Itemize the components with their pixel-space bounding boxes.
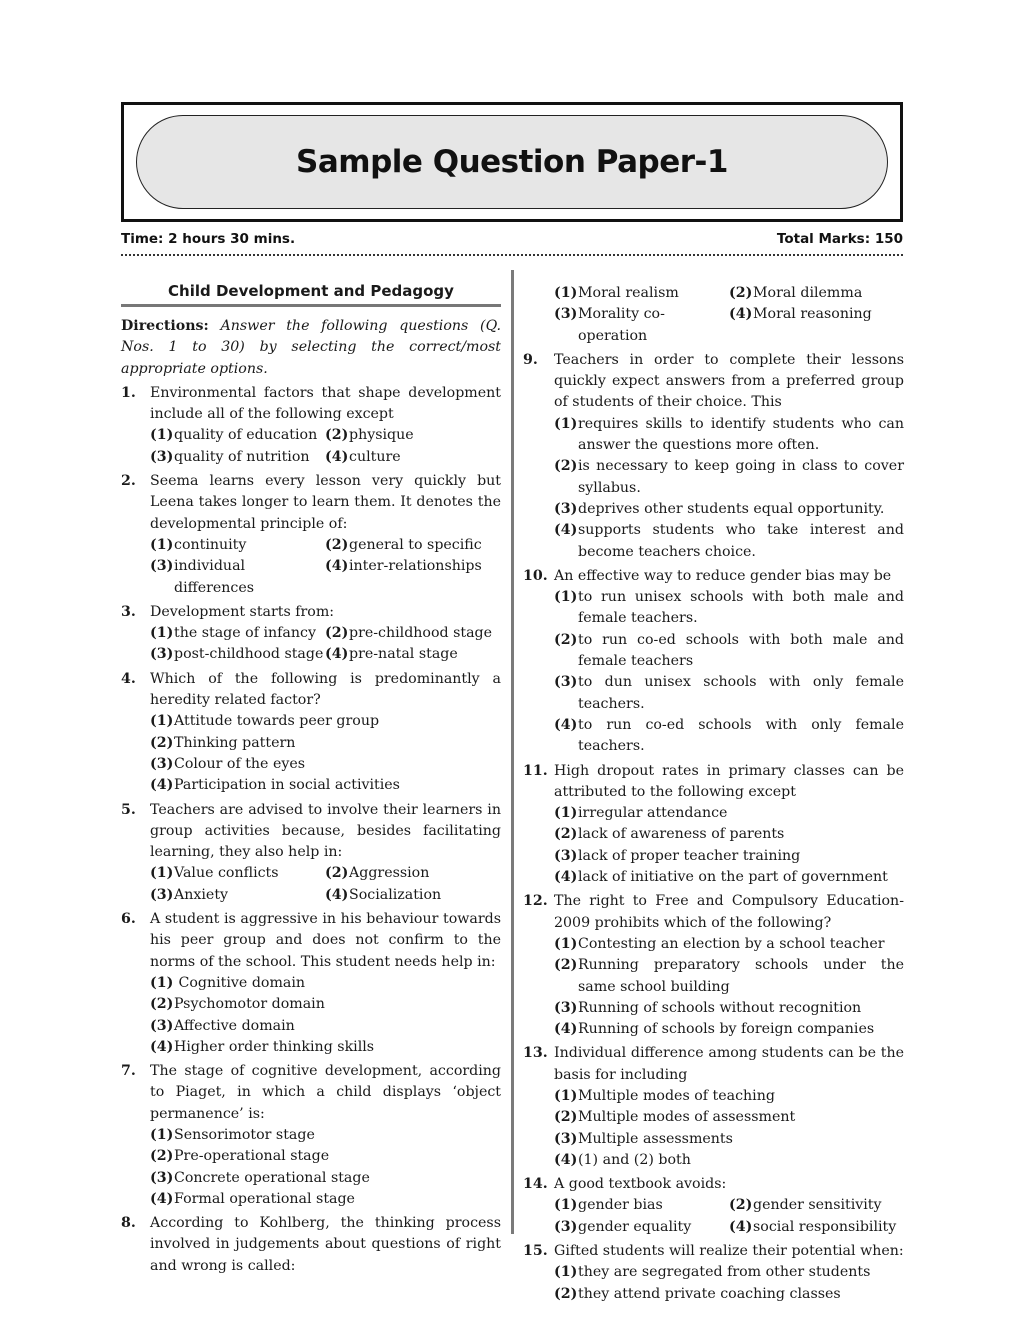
option-text: the stage of infancy (174, 625, 316, 642)
option-number: (2) (554, 1285, 578, 1302)
options (554, 934, 904, 1040)
option (150, 973, 501, 994)
option-text: gender equality (578, 1218, 692, 1235)
question (121, 471, 501, 599)
option (554, 1086, 904, 1107)
page-title: Sample Question Paper-1 (296, 144, 728, 180)
option-number: (2) (554, 631, 578, 648)
option-number: (1) (554, 1197, 578, 1214)
option-number: (2) (150, 734, 174, 751)
options (150, 1125, 501, 1210)
question-text: Teachers are advised to involve their learners in group activities because, besides facilitating learning, they also help in: (150, 801, 501, 861)
question-text: Which of the following is predominantly a heredity related factor? (150, 670, 501, 709)
question-number: 5. (121, 801, 136, 818)
option-text: culture (349, 448, 401, 465)
option-text: they are segregated from other students (578, 1264, 871, 1281)
option-text: to dun unisex schools with only female teachers. (578, 674, 904, 712)
option-number: (3) (150, 448, 174, 465)
directions-text: Answer the following questions (Q. Nos. 1 to 30) by selecting the correct/most appropriate options. (121, 318, 501, 377)
options (150, 623, 501, 666)
option-number: (4) (325, 886, 349, 903)
option-number: (3) (554, 674, 578, 691)
question-text: Development starts from: (150, 603, 335, 620)
option-text: continuity (174, 536, 247, 553)
time-allowed: Time: 2 hours 30 mins. (121, 231, 296, 247)
option (554, 520, 904, 563)
option (554, 587, 904, 630)
question-text: Gifted students will realize their potential when: (554, 1243, 904, 1260)
options (150, 425, 501, 468)
question-text: Individual difference among students can be the basis for including (554, 1045, 904, 1083)
option-number: (1) (554, 935, 578, 952)
option-number: (1) (554, 285, 578, 301)
option (554, 630, 904, 673)
option-number: (2) (554, 458, 578, 475)
option-number: (3) (150, 646, 174, 663)
option-number: (1) (554, 1087, 578, 1104)
option (554, 824, 904, 845)
question (121, 800, 501, 906)
question-text: Environmental factors that shape development include all of the following except (150, 384, 501, 423)
option (554, 803, 904, 824)
option-text: supports students who take interest and become teachers choice. (578, 522, 904, 560)
options (554, 803, 904, 888)
option (554, 1262, 904, 1283)
option-number: (2) (554, 957, 578, 974)
option-text: general to specific (349, 536, 482, 553)
option-number: (4) (150, 1038, 174, 1055)
directions-label: Directions: (121, 318, 209, 334)
question-number: 2. (121, 473, 136, 490)
option-text: lack of initiative on the part of government (578, 869, 888, 886)
option-text: quality of nutrition (174, 448, 310, 465)
option-text: Moral reasoning (753, 306, 872, 323)
option-text: Pre-operational stage (174, 1148, 330, 1165)
option-number: (2) (729, 1197, 753, 1214)
option (325, 425, 501, 446)
question-text: The right to Free and Compulsory Education-2009 prohibits which of the following? (554, 893, 904, 931)
option-text: Participation in social activities (174, 777, 400, 794)
option-number: (2) (554, 826, 578, 843)
question (121, 1213, 501, 1277)
option (554, 867, 904, 888)
option-text: Contesting an election by a school teacher (578, 935, 885, 952)
question-number: 13. (523, 1045, 548, 1062)
option-text: irregular attendance (578, 805, 728, 822)
option-number: (3) (150, 886, 174, 903)
options (150, 973, 501, 1058)
option (325, 623, 501, 644)
question-text: An effective way to reduce gender bias may be (554, 567, 892, 584)
question (121, 909, 501, 1058)
option-text: Aggression (349, 865, 430, 882)
option-text: Value conflicts (174, 865, 279, 882)
option-number: (4) (554, 716, 578, 733)
directions (121, 316, 501, 380)
option-number: (3) (150, 558, 174, 575)
option-text: post-childhood stage (174, 646, 324, 663)
question-number: 15. (523, 1243, 548, 1260)
option (554, 1107, 904, 1128)
question (523, 566, 904, 758)
question-text: Teachers in order to complete their lessons quickly expect answers from a preferred group of students of their choice. This (554, 351, 904, 411)
option-number: (1) (150, 536, 174, 553)
option (554, 414, 904, 457)
option-number: (1) (150, 1126, 174, 1143)
option-number: (2) (150, 996, 174, 1013)
option-number: (2) (554, 1109, 578, 1126)
option-number: (4) (325, 558, 349, 575)
option (729, 304, 904, 347)
option (554, 283, 729, 304)
option-text: Psychomotor domain (174, 996, 325, 1013)
option-text: Higher order thinking skills (174, 1038, 375, 1055)
option-number: (1) (554, 805, 578, 822)
option (729, 283, 904, 304)
option-number: (1) (150, 974, 174, 991)
option (150, 1016, 501, 1037)
option (325, 556, 501, 599)
option (150, 1037, 501, 1058)
option-text: Formal operational stage (174, 1190, 355, 1207)
option-text: Running of schools without recognition (578, 999, 862, 1016)
question-number: 14. (523, 1176, 548, 1193)
option-text: requires skills to identify students who can answer the questions more often. (578, 415, 904, 454)
option-number: (2) (150, 1148, 174, 1165)
option (554, 1019, 904, 1040)
question-number: 11. (523, 762, 548, 779)
title-frame (121, 102, 903, 222)
option-number: (3) (554, 500, 578, 517)
question-number: 12. (523, 893, 548, 910)
option-text: Cognitive domain (174, 974, 306, 991)
option-text: quality of education (174, 427, 318, 444)
option-text: Affective domain (174, 1017, 295, 1034)
question-continued (523, 283, 904, 347)
option-text: to run co-ed schools with only female teachers. (578, 716, 904, 755)
option-number: (3) (554, 999, 578, 1016)
option-text: Multiple assessments (578, 1130, 733, 1147)
option-number: (3) (554, 306, 578, 323)
options (554, 1262, 904, 1305)
option (150, 623, 325, 644)
dotted-divider (121, 254, 903, 256)
column-divider (511, 270, 514, 1234)
option-text: Moral dilemma (753, 285, 863, 301)
options (150, 863, 501, 906)
option (729, 1195, 904, 1216)
question-text: A student is aggressive in his behaviour towards his peer group and does not confirm to the norms of the school. This student needs help in: (150, 911, 501, 970)
option (554, 672, 904, 715)
question (121, 602, 501, 666)
question-number: 7. (121, 1063, 136, 1080)
question (523, 891, 904, 1040)
question-number: 6. (121, 911, 136, 928)
option-text: inter-relationships (349, 558, 482, 575)
option-text: Sensorimotor stage (174, 1126, 315, 1143)
option-text: gender bias (578, 1197, 663, 1214)
option (729, 1217, 904, 1238)
question-number: 9. (523, 351, 538, 368)
option-number: (4) (554, 522, 578, 539)
option (554, 1217, 729, 1238)
option-text: individual differences (174, 558, 255, 596)
option (554, 934, 904, 955)
option (325, 885, 501, 906)
question (121, 1061, 501, 1210)
option-number: (1) (150, 865, 174, 882)
question (523, 1043, 904, 1171)
option (554, 998, 904, 1019)
option-text: Thinking pattern (174, 734, 296, 751)
option-number: (4) (325, 646, 349, 663)
option-number: (1) (150, 713, 174, 730)
option-number: (1) (150, 427, 174, 444)
option-number: (4) (729, 306, 753, 323)
option-number: (3) (554, 847, 578, 864)
option (150, 535, 325, 556)
option-text: Colour of the eyes (174, 755, 306, 772)
option-text: physique (349, 427, 414, 444)
option-text: pre-natal stage (349, 646, 458, 663)
options (554, 283, 904, 347)
option-number: (3) (554, 1130, 578, 1147)
option (150, 711, 501, 732)
option-text: to run co-ed schools with both male and female teachers (578, 631, 904, 670)
option-number: (4) (325, 448, 349, 465)
option (554, 499, 904, 520)
option (150, 1168, 501, 1189)
option (554, 1195, 729, 1216)
option (325, 644, 501, 665)
option-number: (3) (150, 755, 174, 772)
options (150, 535, 501, 599)
question (523, 1174, 904, 1238)
option-text: lack of awareness of parents (578, 826, 785, 843)
question-text: High dropout rates in primary classes can be attributed to the following except (554, 762, 904, 800)
question (121, 383, 501, 468)
option-number: (2) (729, 285, 753, 301)
option (554, 304, 729, 347)
question-number: 3. (121, 603, 136, 620)
options (554, 587, 904, 757)
option-number: (2) (325, 536, 349, 553)
option (325, 535, 501, 556)
option (150, 644, 325, 665)
option-number: (3) (150, 1017, 174, 1034)
option-text: Socialization (349, 886, 442, 903)
option-text: Multiple modes of assessment (578, 1109, 796, 1126)
option-text: they attend private coaching classes (578, 1285, 841, 1302)
option (325, 447, 501, 468)
option-number: (4) (554, 1021, 578, 1038)
question-number: 1. (121, 384, 136, 401)
option-number: (4) (554, 869, 578, 886)
option-number: (4) (554, 1151, 578, 1168)
option-number: (1) (150, 625, 174, 642)
option-number: (2) (325, 865, 349, 882)
option-text: Attitude towards peer group (174, 713, 380, 730)
option-text: deprives other students equal opportunity. (578, 500, 885, 517)
option (150, 775, 501, 796)
question (523, 1241, 904, 1305)
option (150, 885, 325, 906)
option-number: (2) (325, 625, 349, 642)
option-number: (4) (150, 777, 174, 794)
option (554, 1129, 904, 1150)
question (523, 350, 904, 563)
option (150, 556, 325, 599)
option-number: (3) (150, 1169, 174, 1186)
option-text: gender sensitivity (753, 1197, 882, 1214)
question (121, 669, 501, 797)
option (150, 425, 325, 446)
option-number: (4) (729, 1218, 753, 1235)
question-text: A good textbook avoids: (554, 1176, 727, 1193)
question (523, 761, 904, 889)
option-text: Morality co-operation (578, 306, 665, 344)
option (150, 447, 325, 468)
total-marks: Total Marks: 150 (776, 231, 903, 247)
option-text: (1) and (2) both (578, 1151, 691, 1168)
option-text: is necessary to keep going in class to cover syllabus. (578, 458, 904, 496)
option (554, 715, 904, 758)
right-column (523, 283, 904, 1308)
options (150, 711, 501, 796)
option (554, 1284, 904, 1305)
option-number: (1) (554, 589, 578, 606)
option-text: Running of schools by foreign companies (578, 1021, 875, 1038)
option (150, 994, 501, 1015)
question-text: Seema learns every lesson very quickly but Leena takes longer to learn them. It denotes the developmental principle of: (150, 473, 501, 532)
options (554, 1195, 904, 1238)
option (554, 846, 904, 867)
option (325, 863, 501, 884)
option (150, 1125, 501, 1146)
option-text: Anxiety (174, 886, 229, 903)
option-text: lack of proper teacher training (578, 847, 801, 864)
option-text: Multiple modes of teaching (578, 1087, 775, 1104)
exam-info-row (121, 231, 903, 251)
option (150, 754, 501, 775)
option-number: (3) (554, 1218, 578, 1235)
option-text: pre-childhood stage (349, 625, 493, 642)
option (554, 955, 904, 998)
option (150, 863, 325, 884)
option (150, 1189, 501, 1210)
option-number: (1) (554, 415, 578, 432)
option-text: Concrete operational stage (174, 1169, 370, 1186)
options (554, 414, 904, 563)
option (554, 456, 904, 499)
option (554, 1150, 904, 1171)
option-number: (2) (325, 427, 349, 444)
option-number: (4) (150, 1190, 174, 1207)
option-text: social responsibility (753, 1218, 897, 1235)
section-title: Child Development and Pedagogy (121, 280, 501, 307)
option-text: Running preparatory schools under the same school building (578, 957, 904, 995)
option (150, 1146, 501, 1167)
question-number: 4. (121, 670, 136, 687)
options (554, 1086, 904, 1171)
question-text: The stage of cognitive development, according to Piaget, in which a child displays ‘object permanence’ is: (150, 1063, 501, 1122)
question-text: According to Kohlberg, the thinking process involved in judgements about questions of right and wrong is called: (150, 1215, 501, 1274)
option (150, 733, 501, 754)
left-column (121, 280, 501, 1280)
option-number: (1) (554, 1264, 578, 1281)
question-number: 10. (523, 567, 548, 584)
option-text: to run unisex schools with both male and female teachers. (578, 589, 904, 627)
question-number: 8. (121, 1215, 136, 1232)
option-text: Moral realism (578, 285, 679, 301)
title-banner (136, 115, 888, 209)
